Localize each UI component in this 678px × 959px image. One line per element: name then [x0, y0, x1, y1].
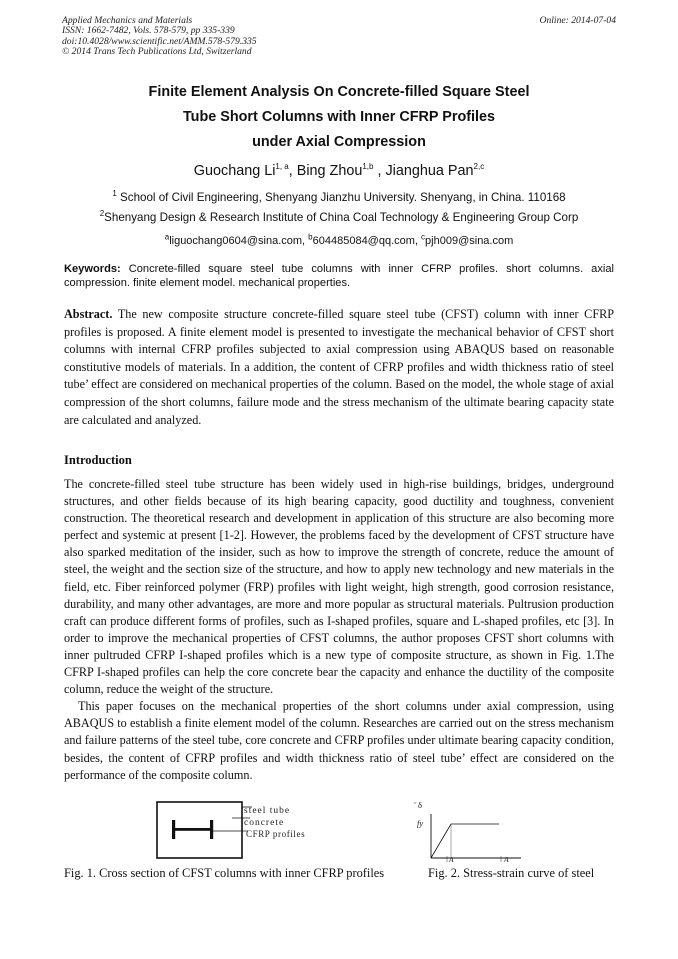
figure-1-caption: Fig. 1. Cross section of CFST columns with inner CFRP profiles [64, 866, 385, 880]
abstract-text: The new composite structure concrete-filled square steel tube (CFST) column with inner CFRP profiles is proposed. A finite element model is presented to investigate the mechanical behavior of CFST short columns with internal CFRP profiles subjected to axial compression using ABAQUS based on reasonable constitutive models of materials. In a addition, the content of CFRP profiles and width thickness ratio of steel tube’ effect are considered on mechanical properties of the column. Based on the model, the whole stage of axial compression of the short columns, failure mode and the stress mechanism of the ultimate bearing capacity state are calculated and analyzed. [64, 307, 614, 427]
y-axis-label: δ [418, 800, 423, 810]
author-affil-mark: 2,c [473, 162, 485, 172]
keywords [64, 263, 614, 290]
issn: ISSN: 1662-7482, Vols. 578-579, pp 335-339 [62, 25, 235, 37]
abstract [64, 306, 614, 429]
affil-mark: 1 [112, 189, 117, 199]
abstract-label: Abstract. [64, 307, 113, 321]
doi: doi:10.4028/www.scientific.net/AMM.578-579.335 [62, 35, 257, 47]
introduction-body [64, 476, 614, 784]
email-mark: b [308, 232, 313, 242]
title-line-3: under Axial Compression [252, 134, 426, 150]
affiliation-1 [62, 191, 616, 205]
paragraph: This paper focuses on the mechanical properties of the short columns under axial compression, using ABAQUS to establish a finite element model of the column. Researches are carried out on the stress mechanism and failure patterns of the steel tube, core concrete and CFRP profiles under ultimate bearing capacity condition, besides, the content of CFRP profiles and width thickness ratio of steel tube’ effect are considered on the performance of the composite column. [64, 699, 614, 782]
label-steel-tube: steel tube [244, 806, 291, 816]
section-heading-introduction: Introduction [64, 453, 132, 467]
title-line-1: Finite Element Analysis On Concrete-filled Square Steel [148, 84, 530, 100]
label-concrete: concrete [244, 818, 285, 828]
email: liguochang0604@sina.com, [169, 235, 309, 247]
affiliation-2 [62, 211, 616, 225]
author-list [62, 162, 616, 180]
author-affil-mark: 1, a [275, 162, 289, 172]
figure-2-caption: Fig. 2. Stress-strain curve of steel [428, 866, 595, 880]
fy-label: fy [417, 818, 424, 828]
email: 604485084@qq.com, [312, 235, 422, 247]
cfrp-web [173, 828, 212, 831]
figure-1-cross-section [156, 801, 326, 859]
x-label-1: A [449, 855, 454, 864]
author-name: Jianghua Pan [385, 163, 474, 179]
affil-text: Shenyang Design & Research Institute of China Coal Technology & Engineering Group Corp [104, 211, 579, 224]
affil-mark: 2 [99, 209, 105, 219]
page-header [62, 16, 616, 58]
keywords-label: Keywords: [64, 263, 121, 275]
author-name: Bing Zhou [296, 163, 363, 179]
journal-name: Applied Mechanics and Materials [62, 15, 193, 26]
email-mark: a [164, 232, 170, 242]
label-cfrp-profiles: CFRP profiles [246, 829, 306, 839]
author-name: Guochang Li [193, 163, 276, 179]
affil-text: School of Civil Engineering, Shenyang Jianzhu University. Shenyang, in China. 110168 [116, 191, 566, 204]
figure-2-stress-strain [413, 800, 523, 864]
author-sep: , [373, 163, 386, 179]
email-list [62, 234, 616, 248]
email-mark: c [421, 232, 426, 242]
title-line-2: Tube Short Columns with Inner CFRP Profiles [182, 109, 496, 125]
online-date: Online: 2014-07-04 [539, 15, 616, 26]
paragraph: The concrete-filled steel tube structure has been widely used in high-rise buildings, bridges, underground structures, and other fields because of its high bearing capacity, good ductility and toughness, convenient construction. The theoretical research and development in application of this structure are also becoming more perfect and systemic at present [1-2]. However, the problems faced by the development of CFST structure have also sparked meditation of the insider, such as how to improve the strength of concrete, reduce the amount of steel, the weight and the section size of the structure, and how to apply new technology and new materials in the field, etc. Fiber reinforced polymer (FRP) profiles with light weight, high strength, good corrosion resistance, durability, and many other advantages, are more and more popular as structural materials. Pultrusion production craft can produce different forms of profiles, such as I-shaped profiles, square and L-shaped profiles, etc [3]. In order to improve the mechanical properties of CFST columns, the author proposes CFST short columns with inner pultruded CFRP I-shaped profiles which is a new type of composite structure, as shown in Fig. 1.The CFRP I-shaped profiles can help the core concrete bear the capacity and enhance the ductility of the composite column, reduce the weight of the structure. [64, 477, 614, 697]
author-sep: , [288, 163, 297, 179]
keywords-text: Concrete-filled square steel tube columns with inner CFRP profiles. short columns. axial compression. finite element model. mechanical properties. [64, 263, 614, 289]
x-label-2: A [504, 855, 509, 864]
paper-title [62, 80, 616, 155]
elastic-segment [431, 824, 451, 858]
copyright: © 2014 Trans Tech Publications Ltd, Switzerland [62, 46, 252, 58]
email: pjh009@sina.com [425, 235, 514, 247]
author-affil-mark: 1,b [362, 162, 374, 172]
